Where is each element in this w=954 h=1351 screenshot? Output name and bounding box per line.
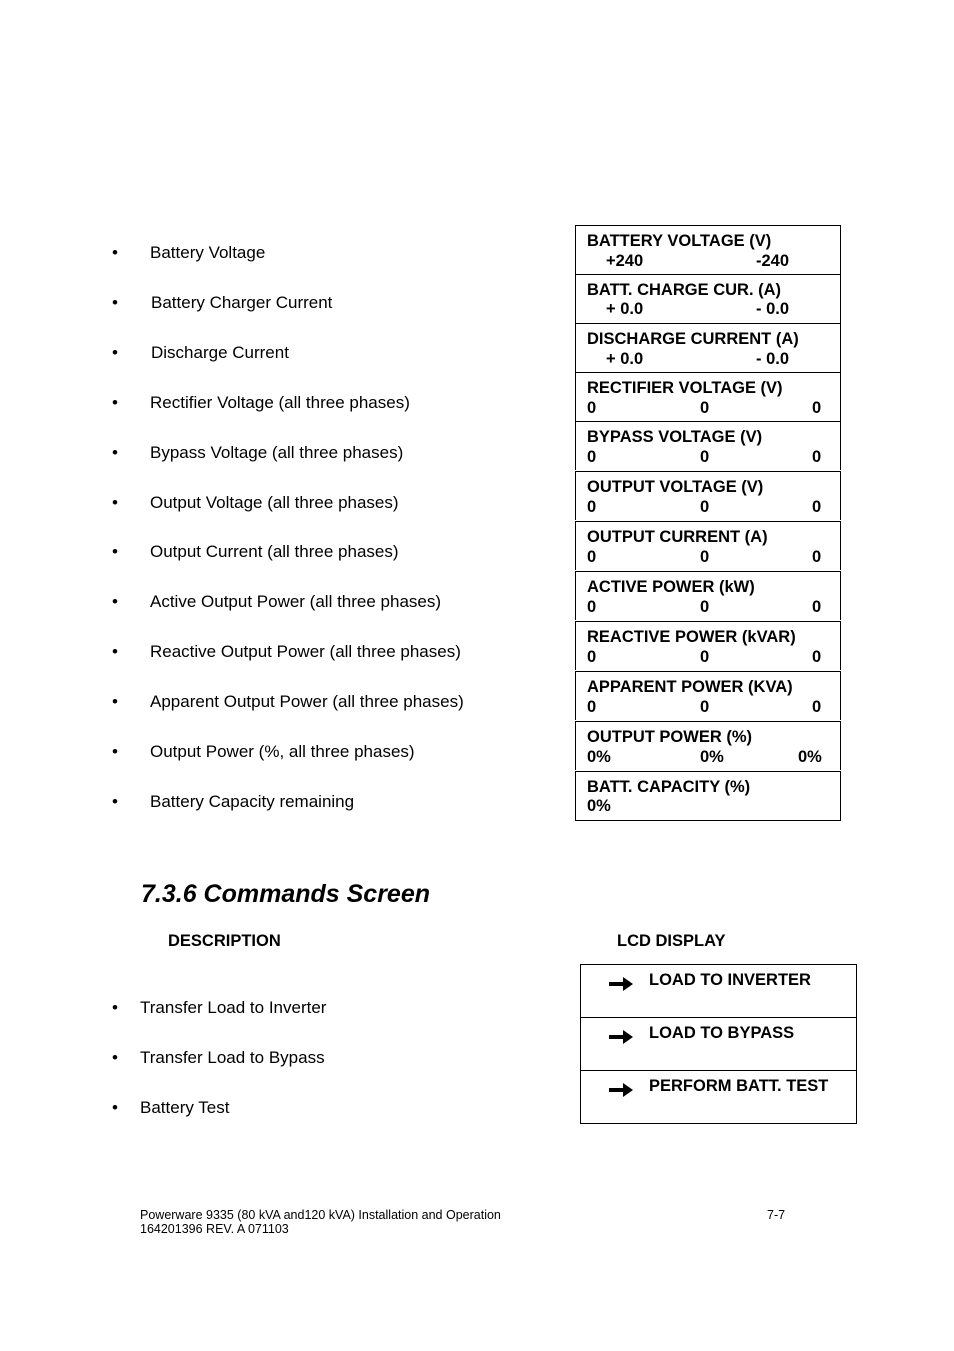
- bullet-icon: •: [112, 393, 118, 412]
- lcd-display-column-header: LCD DISPLAY: [617, 932, 726, 950]
- description-text: Bypass Voltage (all three phases): [150, 443, 404, 462]
- command-description: Battery Test: [140, 1098, 230, 1117]
- lcd-reading-value: 0: [587, 698, 597, 716]
- lcd-reading-value: 0: [812, 448, 822, 466]
- description-text: Battery Capacity remaining: [150, 792, 355, 811]
- bullet-icon: •: [112, 792, 118, 811]
- lcd-reading-row: [575, 571, 841, 620]
- right-arrow-icon: [609, 1083, 633, 1097]
- lcd-reading-value: -240: [756, 252, 790, 270]
- lcd-reading-value: 0: [700, 698, 710, 716]
- lcd-reading-row: [575, 621, 841, 670]
- bullet-icon: •: [112, 343, 118, 362]
- lcd-reading-label: BATTERY VOLTAGE (V): [587, 232, 772, 250]
- lcd-command-row[interactable]: [580, 964, 857, 1017]
- lcd-reading-label: REACTIVE POWER (kVAR): [587, 628, 796, 646]
- lcd-reading-value: 0: [587, 498, 597, 516]
- lcd-reading-value: 0: [587, 399, 597, 417]
- lcd-reading-row: [575, 471, 841, 520]
- lcd-reading-value: + 0.0: [606, 300, 644, 318]
- lcd-reading-row: [575, 274, 841, 323]
- lcd-reading-label: BATT. CAPACITY (%): [587, 778, 751, 796]
- lcd-reading-row: [575, 421, 841, 470]
- bullet-icon: •: [112, 542, 118, 561]
- bullet-icon: •: [112, 293, 118, 312]
- description-text: Apparent Output Power (all three phases): [150, 692, 464, 711]
- bullet-icon: •: [112, 998, 118, 1017]
- footer-page-number: 7-7: [767, 1208, 786, 1222]
- description-text: Discharge Current: [151, 343, 289, 362]
- lcd-reading-value: + 0.0: [606, 350, 644, 368]
- description-text: Reactive Output Power (all three phases): [150, 642, 461, 661]
- lcd-reading-value: 0: [587, 598, 597, 616]
- lcd-reading-label: ACTIVE POWER (kW): [587, 578, 755, 596]
- bullet-icon: •: [112, 692, 118, 711]
- bullet-icon: •: [112, 742, 118, 761]
- lcd-reading-row: [575, 225, 841, 274]
- lcd-reading-row: [575, 721, 841, 770]
- description-text: Battery Charger Current: [151, 293, 333, 312]
- footer-document-title: Powerware 9335 (80 kVA and120 kVA) Installation and Operation: [140, 1208, 501, 1222]
- bullet-icon: •: [112, 592, 118, 611]
- description-text: Output Voltage (all three phases): [150, 493, 399, 512]
- description-text: Output Power (%, all three phases): [150, 742, 415, 761]
- lcd-reading-value: 0%: [700, 748, 724, 766]
- lcd-reading-value: 0: [700, 399, 710, 417]
- lcd-reading-row: [575, 372, 841, 421]
- description-text: Output Current (all three phases): [150, 542, 399, 561]
- lcd-reading-value: 0: [700, 498, 710, 516]
- lcd-reading-value: 0: [812, 548, 822, 566]
- lcd-reading-row: [575, 521, 841, 570]
- lcd-reading-value: 0%: [587, 748, 611, 766]
- lcd-reading-label: OUTPUT POWER (%): [587, 728, 752, 746]
- lcd-reading-label: RECTIFIER VOLTAGE (V): [587, 379, 783, 397]
- lcd-reading-value: 0: [587, 448, 597, 466]
- lcd-reading-value: 0: [812, 498, 822, 516]
- description-column-header: DESCRIPTION: [168, 932, 281, 950]
- lcd-reading-value: 0: [587, 548, 597, 566]
- bullet-icon: •: [112, 1098, 118, 1117]
- bullet-icon: •: [112, 443, 118, 462]
- lcd-command-label: PERFORM BATT. TEST: [649, 1077, 829, 1095]
- lcd-reading-value: 0: [812, 698, 822, 716]
- lcd-command-label: LOAD TO BYPASS: [649, 1024, 795, 1042]
- lcd-command-label: LOAD TO INVERTER: [649, 971, 811, 989]
- lcd-reading-value: 0: [812, 399, 822, 417]
- lcd-reading-value: 0: [700, 448, 710, 466]
- lcd-reading-label: APPARENT POWER (KVA): [587, 678, 793, 696]
- lcd-reading-row: [575, 323, 841, 372]
- lcd-command-row[interactable]: [580, 1017, 857, 1070]
- bullet-icon: •: [112, 642, 118, 661]
- lcd-reading-value: - 0.0: [756, 350, 790, 368]
- bullet-icon: •: [112, 1048, 118, 1067]
- lcd-reading-value: 0: [812, 648, 822, 666]
- lcd-reading-value: - 0.0: [756, 300, 790, 318]
- description-text: Active Output Power (all three phases): [150, 592, 442, 611]
- description-text: Battery Voltage: [150, 243, 266, 262]
- lcd-reading-label: BATT. CHARGE CUR. (A): [587, 281, 782, 299]
- right-arrow-icon: [609, 1030, 633, 1044]
- right-arrow-icon: [609, 977, 633, 991]
- lcd-reading-label: OUTPUT CURRENT (A): [587, 528, 768, 546]
- lcd-reading-row: [575, 671, 841, 720]
- lcd-reading-value: 0: [700, 648, 710, 666]
- lcd-reading-label: BYPASS VOLTAGE (V): [587, 428, 763, 446]
- lcd-command-row[interactable]: [580, 1070, 857, 1124]
- bullet-icon: •: [112, 493, 118, 512]
- lcd-reading-label: DISCHARGE CURRENT (A): [587, 330, 799, 348]
- lcd-reading-value: 0: [700, 598, 710, 616]
- lcd-reading-value: +240: [606, 252, 644, 270]
- description-text: Rectifier Voltage (all three phases): [150, 393, 410, 412]
- footer-document-revision: 164201396 REV. A 071103: [140, 1222, 289, 1236]
- bullet-icon: •: [112, 243, 118, 262]
- lcd-reading-value: 0%: [798, 748, 822, 766]
- lcd-reading-label: OUTPUT VOLTAGE (V): [587, 478, 764, 496]
- command-description: Transfer Load to Inverter: [140, 998, 327, 1017]
- lcd-reading-value: 0: [700, 548, 710, 566]
- command-description: Transfer Load to Bypass: [140, 1048, 325, 1067]
- lcd-reading-value: 0: [812, 598, 822, 616]
- lcd-reading-row: [575, 771, 841, 821]
- lcd-reading-value: 0: [587, 648, 597, 666]
- section-title: 7.3.6 Commands Screen: [141, 880, 431, 908]
- lcd-reading-value: 0%: [587, 797, 611, 815]
